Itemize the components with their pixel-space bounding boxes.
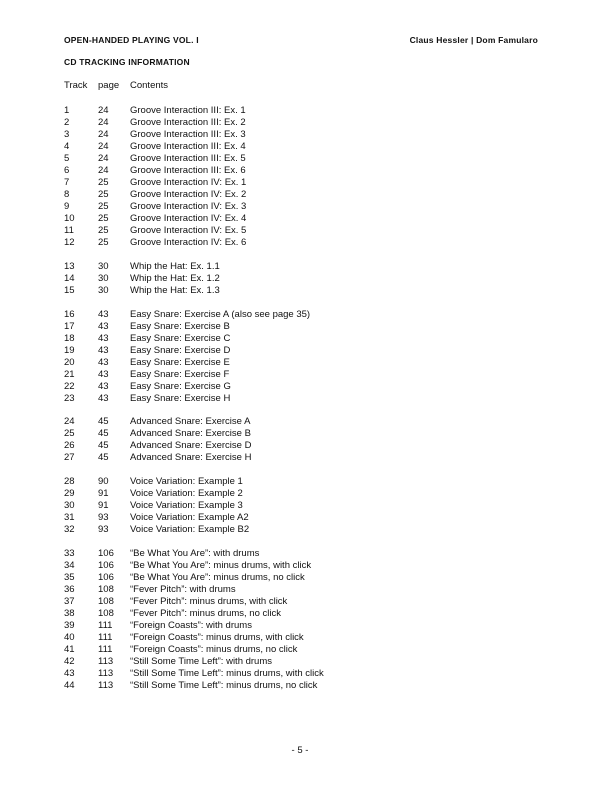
page-number-cell: 25 (98, 213, 109, 224)
track-number: 41 (64, 643, 75, 655)
track-contents: Groove Interaction IV: Ex. 1 (130, 177, 247, 188)
track-contents: Voice Variation: Example 2 (130, 488, 243, 500)
track-number: 22 (64, 380, 75, 392)
page-number-cell: 43 (98, 320, 109, 332)
table-row (64, 153, 544, 165)
track-contents: Advanced Snare: Exercise H (130, 452, 252, 464)
track-contents: Whip the Hat: Ex. 1.3 (130, 284, 220, 296)
page-number-cell: 113 (98, 679, 114, 691)
table-row (64, 512, 544, 524)
table-row (64, 201, 544, 213)
track-number: 8 (64, 189, 70, 200)
page-number-cell: 24 (98, 165, 109, 176)
track-contents: Groove Interaction III: Ex. 4 (130, 141, 246, 152)
table-row (64, 608, 544, 620)
table-row (64, 452, 544, 464)
track-contents: Groove Interaction III: Ex. 5 (130, 153, 246, 164)
table-row (64, 345, 544, 357)
track-contents: Easy Snare: Exercise B (130, 320, 230, 332)
page-number-cell: 25 (98, 177, 109, 188)
page-number-cell: 30 (98, 260, 109, 272)
page-number-cell: 43 (98, 380, 109, 392)
column-header-page: page (98, 80, 120, 91)
track-number: 36 (64, 583, 75, 595)
track-group (64, 105, 544, 249)
table-row (64, 668, 544, 680)
table-row (64, 548, 544, 560)
page-number-cell: 25 (98, 225, 109, 236)
page-number-cell: 30 (98, 272, 109, 284)
table-row (64, 261, 544, 273)
page-number-cell: 106 (98, 559, 114, 571)
track-number: 24 (64, 416, 75, 428)
page-number-cell: 43 (98, 356, 109, 368)
track-number: 18 (64, 332, 75, 344)
track-contents: “Foreign Coasts”: with drums (130, 619, 252, 631)
page-number-cell: 108 (98, 583, 114, 595)
table-row (64, 644, 544, 656)
track-contents: “Be What You Are”: minus drums, with click (130, 559, 312, 571)
track-contents: Easy Snare: Exercise D (130, 344, 231, 356)
track-contents: Easy Snare: Exercise H (130, 392, 231, 404)
track-number: 19 (64, 344, 75, 356)
track-number: 28 (64, 476, 75, 488)
table-row (64, 500, 544, 512)
page-number-cell: 24 (98, 129, 109, 140)
track-contents: Easy Snare: Exercise G (130, 380, 231, 392)
track-number: 9 (64, 201, 70, 212)
track-contents: Advanced Snare: Exercise B (130, 428, 251, 440)
track-contents: “Fever Pitch”: minus drums, no click (130, 607, 281, 619)
track-contents: Groove Interaction III: Ex. 6 (130, 165, 246, 176)
track-number: 34 (64, 559, 75, 571)
track-number: 25 (64, 428, 75, 440)
table-row (64, 273, 544, 285)
page-number-cell: 45 (98, 416, 109, 428)
table-row (64, 189, 544, 201)
table-row (64, 416, 544, 428)
track-number: 3 (64, 129, 70, 140)
page-number-cell: 43 (98, 368, 109, 380)
page-number-cell: 45 (98, 440, 109, 452)
track-number: 32 (64, 524, 75, 536)
table-row (64, 656, 544, 668)
table-row (64, 393, 544, 405)
track-number: 40 (64, 631, 75, 643)
table-row (64, 177, 544, 189)
table-row (64, 572, 544, 584)
page-number-cell: 91 (98, 488, 109, 500)
track-number: 26 (64, 440, 75, 452)
running-header-authors: Claus Hessler | Dom Famularo (409, 35, 538, 45)
track-contents: Voice Variation: Example A2 (130, 512, 249, 524)
page-number-cell: 113 (98, 655, 114, 667)
track-number: 13 (64, 260, 75, 272)
table-row (64, 560, 544, 572)
page-number-cell: 25 (98, 189, 109, 200)
page-number-cell: 93 (98, 512, 109, 524)
track-number: 7 (64, 177, 70, 188)
table-row (64, 620, 544, 632)
page-number-cell: 24 (98, 117, 109, 128)
track-contents: Groove Interaction IV: Ex. 2 (130, 189, 247, 200)
table-row (64, 105, 544, 117)
track-number: 12 (64, 237, 75, 248)
table-row (64, 596, 544, 608)
table-row (64, 165, 544, 177)
page-number-cell: 43 (98, 392, 109, 404)
table-row (64, 225, 544, 237)
track-groups (64, 105, 544, 692)
page-number: - 5 - (291, 745, 309, 756)
page-number-cell: 108 (98, 595, 114, 607)
track-number: 35 (64, 571, 75, 583)
track-number: 14 (64, 272, 75, 284)
track-number: 37 (64, 595, 75, 607)
page-number-cell: 106 (98, 571, 114, 583)
table-row (64, 129, 544, 141)
track-number: 17 (64, 320, 75, 332)
track-contents: Groove Interaction III: Ex. 1 (130, 105, 246, 116)
page-number-cell: 24 (98, 105, 109, 116)
table-row (64, 357, 544, 369)
track-contents: Voice Variation: Example B2 (130, 524, 250, 536)
track-number: 4 (64, 141, 70, 152)
track-number: 15 (64, 284, 75, 296)
track-number: 23 (64, 392, 75, 404)
table-row (64, 333, 544, 345)
track-contents: Easy Snare: Exercise F (130, 368, 230, 380)
page-number-cell: 111 (98, 643, 113, 655)
track-contents: Advanced Snare: Exercise D (130, 440, 252, 452)
track-number: 20 (64, 356, 75, 368)
page-number-cell: 45 (98, 452, 109, 464)
track-contents: “Fever Pitch”: minus drums, with click (130, 595, 288, 607)
track-number: 6 (64, 165, 70, 176)
track-contents: Easy Snare: Exercise C (130, 332, 231, 344)
track-contents: Voice Variation: Example 1 (130, 476, 243, 488)
running-header-title: OPEN-HANDED PLAYING VOL. I (64, 35, 199, 45)
track-contents: Groove Interaction III: Ex. 2 (130, 117, 246, 128)
track-contents: Groove Interaction III: Ex. 3 (130, 129, 246, 140)
section-title: CD TRACKING INFORMATION (64, 57, 190, 67)
track-contents: Groove Interaction IV: Ex. 3 (130, 201, 247, 212)
track-group (64, 416, 544, 464)
track-number: 2 (64, 117, 70, 128)
track-number: 38 (64, 607, 75, 619)
track-contents: “Still Some Time Left”: minus drums, with click (130, 667, 324, 679)
page-number-cell: 91 (98, 500, 109, 512)
page-number-cell: 108 (98, 607, 114, 619)
table-row (64, 237, 544, 249)
track-number: 29 (64, 488, 75, 500)
track-number: 21 (64, 368, 75, 380)
track-contents: “Foreign Coasts”: minus drums, with click (130, 631, 304, 643)
track-contents: “Be What You Are”: with drums (130, 547, 260, 559)
page-number-cell: 113 (98, 667, 114, 679)
page-number-cell: 111 (98, 631, 113, 643)
track-number: 1 (64, 105, 70, 116)
page-number-cell: 24 (98, 153, 109, 164)
track-contents: Easy Snare: Exercise E (130, 356, 230, 368)
table-row (64, 213, 544, 225)
track-number: 44 (64, 679, 75, 691)
track-table (64, 80, 544, 704)
track-contents: “Foreign Coasts”: minus drums, no click (130, 643, 298, 655)
track-contents: “Still Some Time Left”: with drums (130, 655, 273, 667)
track-number: 16 (64, 308, 75, 320)
table-row (64, 285, 544, 297)
page-number-cell: 90 (98, 476, 109, 488)
track-number: 10 (64, 213, 75, 224)
track-number: 31 (64, 512, 75, 524)
page-number-cell: 93 (98, 524, 109, 536)
table-row (64, 381, 544, 393)
track-contents: “Still Some Time Left”: minus drums, no click (130, 679, 318, 691)
page-number-cell: 30 (98, 284, 109, 296)
table-row (64, 488, 544, 500)
column-header-contents: Contents (130, 80, 169, 91)
track-contents: Easy Snare: Exercise A (also see page 35) (130, 308, 311, 320)
track-group (64, 261, 544, 297)
track-group (64, 309, 544, 405)
table-row (64, 309, 544, 321)
track-contents: Groove Interaction IV: Ex. 5 (130, 225, 247, 236)
table-row (64, 524, 544, 536)
track-number: 27 (64, 452, 75, 464)
track-contents: Whip the Hat: Ex. 1.1 (130, 260, 220, 272)
track-contents: Advanced Snare: Exercise A (130, 416, 251, 428)
track-number: 42 (64, 655, 75, 667)
table-row (64, 117, 544, 129)
page-number-cell: 43 (98, 308, 109, 320)
table-row (64, 369, 544, 381)
track-number: 39 (64, 619, 75, 631)
track-group (64, 548, 544, 692)
page-number-cell: 45 (98, 428, 109, 440)
page-number-cell: 106 (98, 547, 114, 559)
page-number-cell: 43 (98, 344, 109, 356)
track-number: 43 (64, 667, 75, 679)
page-number-cell: 25 (98, 237, 109, 248)
track-number: 5 (64, 153, 70, 164)
track-contents: Voice Variation: Example 3 (130, 500, 243, 512)
table-row (64, 428, 544, 440)
table-row (64, 680, 544, 692)
page-number-cell: 111 (98, 619, 113, 631)
table-row (64, 440, 544, 452)
column-header-track: Track (64, 80, 88, 91)
table-row (64, 476, 544, 488)
track-number: 30 (64, 500, 75, 512)
track-contents: Whip the Hat: Ex. 1.2 (130, 272, 220, 284)
track-group (64, 476, 544, 536)
table-row (64, 632, 544, 644)
table-header-row (64, 80, 544, 92)
track-contents: Groove Interaction IV: Ex. 6 (130, 237, 247, 248)
track-number: 33 (64, 547, 75, 559)
page-number-cell: 24 (98, 141, 109, 152)
track-contents: “Be What You Are”: minus drums, no click (130, 571, 305, 583)
page-number-cell: 25 (98, 201, 109, 212)
track-contents: “Fever Pitch”: with drums (130, 583, 236, 595)
table-row (64, 584, 544, 596)
page-number-cell: 43 (98, 332, 109, 344)
track-contents: Groove Interaction IV: Ex. 4 (130, 213, 247, 224)
table-row (64, 141, 544, 153)
track-number: 11 (64, 225, 74, 236)
table-row (64, 321, 544, 333)
